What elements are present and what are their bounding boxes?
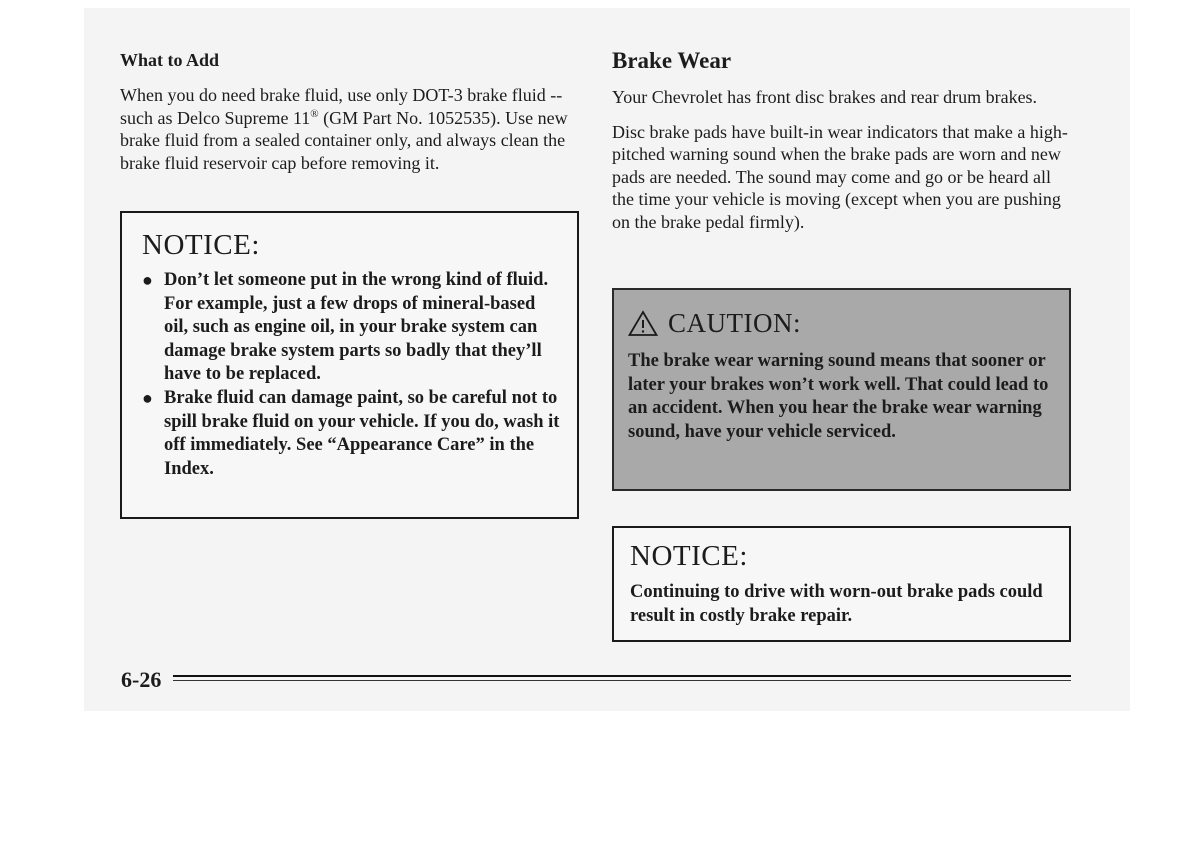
notice-box-brake-fluid — [120, 211, 579, 519]
brake-wear-title: Brake Wear — [612, 48, 732, 73]
notice-title: NOTICE: — [630, 540, 748, 572]
page-footer — [121, 665, 1071, 695]
brakes-paragraph: Your Chevrolet has front disc brakes and rear drum brakes. — [612, 87, 1038, 107]
notice-list-item — [142, 269, 561, 387]
caution-box — [612, 288, 1071, 491]
brake-fluid-text-2: (GM Part No. 1052535). Use new brake fluid from a sealed container only, and always clean the brake fluid reservoir cap before removing it. — [120, 107, 568, 173]
notice-item-text: Brake fluid can damage paint, so be careful not to spill brake fluid on your vehicle. If you do, wash it off immediately. See “Appearance Care” in the Index. — [164, 387, 560, 479]
caution-text: The brake wear warning sound means that sooner or later your brakes won’t work well. That could lead to an accident. When you hear the brake wear warning sound, have your vehicle serviced. — [628, 351, 1049, 442]
footer-rule — [173, 675, 1071, 677]
notice-list — [142, 269, 561, 481]
caution-header — [628, 306, 1053, 340]
bullet-icon: ● — [142, 270, 153, 290]
page-number: 6-26 — [121, 667, 162, 692]
right-column — [612, 46, 1070, 245]
left-column — [120, 48, 570, 186]
notice-title: NOTICE: — [142, 229, 260, 261]
what-to-add-heading: What to Add — [120, 50, 220, 70]
registered-mark: ® — [310, 107, 319, 120]
notice-text: Continuing to drive with worn-out brake pads could result in costly brake repair. — [630, 582, 1043, 626]
notice-box-brake-pads — [612, 526, 1071, 642]
footer-rule-thin — [173, 680, 1071, 681]
warning-triangle-icon — [628, 310, 658, 337]
caution-title: CAUTION: — [668, 308, 801, 338]
wear-indicator-paragraph: Disc brake pads have built-in wear indicators that make a high-pitched warning sound when the brake pads are worn and new pads are needed. The sound may come and go or be heard all the time your vehicle is moving (except when you are pushing on the brake pedal firmly). — [612, 121, 1068, 232]
brake-fluid-paragraph — [120, 84, 570, 174]
bullet-icon: ● — [142, 387, 153, 408]
notice-item-text: Don’t let someone put in the wrong kind of fluid. For example, just a few drops of mineral-based oil, such as engine oil, in your brake system can damage brake system parts so badly that they’ll have to be replaced. — [164, 270, 549, 385]
notice-list-item — [142, 387, 561, 481]
brake-fluid-text-1: When you do need brake fluid, use only DOT-3 brake fluid -- such as Delco Supreme 11 — [120, 85, 563, 128]
